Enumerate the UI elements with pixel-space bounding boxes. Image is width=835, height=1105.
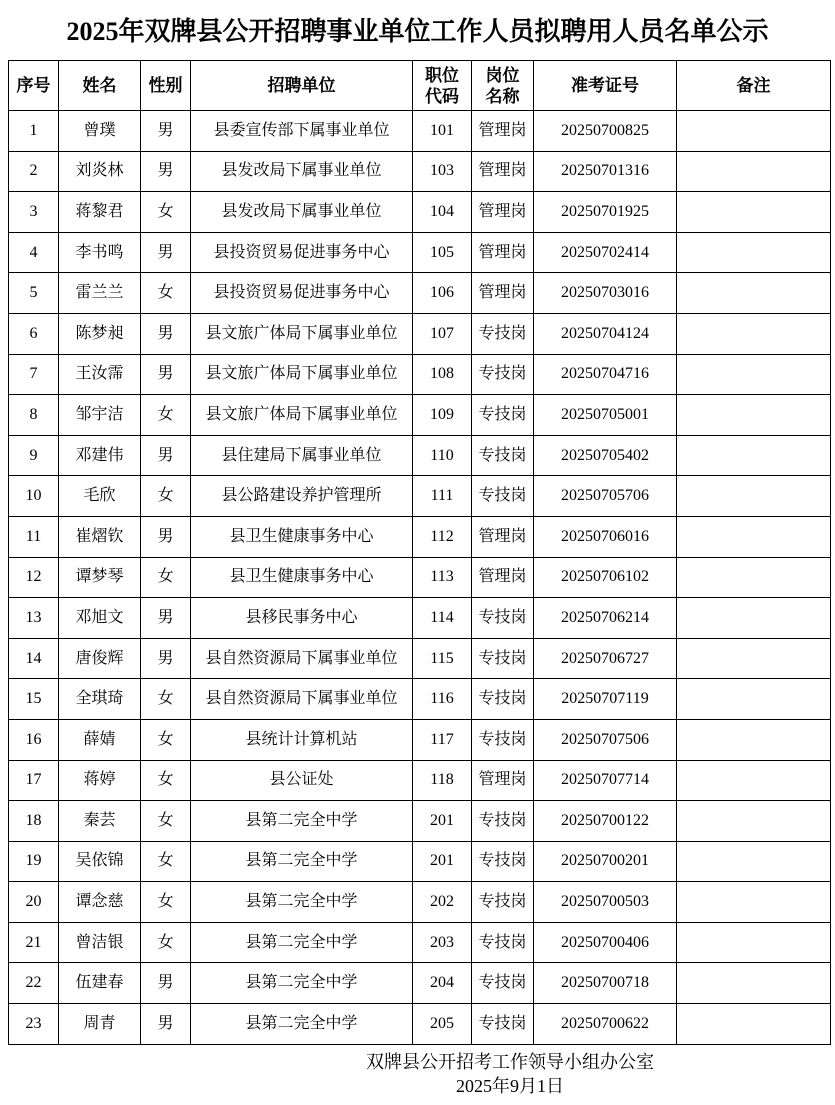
header-remark-label: 备注 bbox=[736, 76, 771, 95]
cell-remark bbox=[677, 841, 831, 882]
cell-post: 专技岗 bbox=[472, 841, 534, 882]
cell-unit: 县委宣传部下属事业单位 bbox=[191, 111, 413, 152]
cell-code: 204 bbox=[413, 963, 472, 1004]
cell-seq: 5 bbox=[9, 273, 59, 314]
cell-ticket: 20250706214 bbox=[534, 598, 677, 639]
cell-ticket: 20250700406 bbox=[534, 922, 677, 963]
cell-remark bbox=[677, 679, 831, 720]
cell-unit: 县住建局下属事业单位 bbox=[191, 435, 413, 476]
cell-code: 108 bbox=[413, 354, 472, 395]
cell-gender: 男 bbox=[141, 111, 191, 152]
cell-seq: 20 bbox=[9, 882, 59, 923]
header-ticket bbox=[534, 61, 677, 111]
table-row bbox=[9, 638, 831, 679]
header-name-label: 姓名 bbox=[82, 76, 117, 95]
cell-seq: 7 bbox=[9, 354, 59, 395]
cell-code: 112 bbox=[413, 516, 472, 557]
cell-unit: 县移民事务中心 bbox=[191, 598, 413, 639]
cell-remark bbox=[677, 354, 831, 395]
cell-seq: 1 bbox=[9, 111, 59, 152]
cell-code: 115 bbox=[413, 638, 472, 679]
cell-gender: 男 bbox=[141, 151, 191, 192]
cell-name: 毛欣 bbox=[59, 476, 141, 517]
table-row bbox=[9, 395, 831, 436]
cell-unit: 县公证处 bbox=[191, 760, 413, 801]
cell-post: 专技岗 bbox=[472, 801, 534, 842]
header-remark bbox=[677, 61, 831, 111]
cell-code: 103 bbox=[413, 151, 472, 192]
cell-gender: 女 bbox=[141, 395, 191, 436]
header-gender bbox=[141, 61, 191, 111]
cell-ticket: 20250706016 bbox=[534, 516, 677, 557]
cell-post: 专技岗 bbox=[472, 598, 534, 639]
cell-seq: 11 bbox=[9, 516, 59, 557]
cell-name: 曾璞 bbox=[59, 111, 141, 152]
table-row bbox=[9, 273, 831, 314]
cell-name: 秦芸 bbox=[59, 801, 141, 842]
cell-name: 刘炎林 bbox=[59, 151, 141, 192]
cell-unit: 县发改局下属事业单位 bbox=[191, 192, 413, 233]
cell-ticket: 20250704716 bbox=[534, 354, 677, 395]
cell-ticket: 20250703016 bbox=[534, 273, 677, 314]
cell-ticket: 20250701316 bbox=[534, 151, 677, 192]
cell-unit: 县第二完全中学 bbox=[191, 841, 413, 882]
cell-name: 曾洁银 bbox=[59, 922, 141, 963]
cell-seq: 3 bbox=[9, 192, 59, 233]
table-row bbox=[9, 151, 831, 192]
cell-ticket: 20250705402 bbox=[534, 435, 677, 476]
cell-remark bbox=[677, 111, 831, 152]
cell-seq: 15 bbox=[9, 679, 59, 720]
cell-unit: 县卫生健康事务中心 bbox=[191, 557, 413, 598]
cell-remark bbox=[677, 882, 831, 923]
cell-gender: 男 bbox=[141, 638, 191, 679]
cell-gender: 女 bbox=[141, 841, 191, 882]
cell-unit: 县投资贸易促进事务中心 bbox=[191, 232, 413, 273]
cell-name: 邓旭文 bbox=[59, 598, 141, 639]
cell-remark bbox=[677, 151, 831, 192]
cell-seq: 14 bbox=[9, 638, 59, 679]
cell-gender: 男 bbox=[141, 1004, 191, 1045]
cell-code: 109 bbox=[413, 395, 472, 436]
cell-gender: 女 bbox=[141, 719, 191, 760]
cell-post: 专技岗 bbox=[472, 922, 534, 963]
cell-remark bbox=[677, 801, 831, 842]
table-body bbox=[9, 111, 831, 1045]
cell-remark bbox=[677, 1004, 831, 1045]
cell-code: 107 bbox=[413, 313, 472, 354]
cell-name: 唐俊辉 bbox=[59, 638, 141, 679]
table-row bbox=[9, 760, 831, 801]
cell-name: 陈梦昶 bbox=[59, 313, 141, 354]
table-row bbox=[9, 963, 831, 1004]
cell-remark bbox=[677, 760, 831, 801]
cell-unit: 县自然资源局下属事业单位 bbox=[191, 638, 413, 679]
cell-remark bbox=[677, 719, 831, 760]
header-name bbox=[59, 61, 141, 111]
cell-name: 雷兰兰 bbox=[59, 273, 141, 314]
cell-name: 蒋黎君 bbox=[59, 192, 141, 233]
header-row bbox=[9, 61, 831, 111]
cell-unit: 县第二完全中学 bbox=[191, 801, 413, 842]
cell-post: 专技岗 bbox=[472, 395, 534, 436]
table-row bbox=[9, 476, 831, 517]
cell-remark bbox=[677, 922, 831, 963]
cell-ticket: 20250700122 bbox=[534, 801, 677, 842]
cell-code: 111 bbox=[413, 476, 472, 517]
cell-seq: 12 bbox=[9, 557, 59, 598]
header-post-label: 岗位 bbox=[485, 65, 520, 85]
cell-unit: 县第二完全中学 bbox=[191, 882, 413, 923]
table-row bbox=[9, 557, 831, 598]
table-row bbox=[9, 598, 831, 639]
cell-remark bbox=[677, 395, 831, 436]
cell-ticket: 20250701925 bbox=[534, 192, 677, 233]
cell-seq: 8 bbox=[9, 395, 59, 436]
cell-gender: 女 bbox=[141, 557, 191, 598]
cell-remark bbox=[677, 476, 831, 517]
cell-post: 专技岗 bbox=[472, 638, 534, 679]
cell-gender: 女 bbox=[141, 273, 191, 314]
cell-name: 邓建伟 bbox=[59, 435, 141, 476]
cell-name: 蒋婷 bbox=[59, 760, 141, 801]
cell-post: 专技岗 bbox=[472, 719, 534, 760]
cell-ticket: 20250700825 bbox=[534, 111, 677, 152]
cell-code: 106 bbox=[413, 273, 472, 314]
cell-gender: 男 bbox=[141, 516, 191, 557]
table-header bbox=[9, 61, 831, 111]
cell-unit: 县文旅广体局下属事业单位 bbox=[191, 313, 413, 354]
cell-remark bbox=[677, 192, 831, 233]
table-row bbox=[9, 435, 831, 476]
cell-ticket: 20250707714 bbox=[534, 760, 677, 801]
cell-post: 管理岗 bbox=[472, 557, 534, 598]
cell-name: 李书鸣 bbox=[59, 232, 141, 273]
table-row bbox=[9, 192, 831, 233]
header-code bbox=[413, 61, 472, 111]
cell-code: 113 bbox=[413, 557, 472, 598]
cell-name: 谭梦琴 bbox=[59, 557, 141, 598]
cell-seq: 10 bbox=[9, 476, 59, 517]
cell-name: 吴依锦 bbox=[59, 841, 141, 882]
cell-gender: 女 bbox=[141, 476, 191, 517]
cell-name: 王汝霈 bbox=[59, 354, 141, 395]
cell-seq: 18 bbox=[9, 801, 59, 842]
table-row bbox=[9, 922, 831, 963]
cell-gender: 女 bbox=[141, 922, 191, 963]
header-code-label: 代码 bbox=[425, 86, 459, 106]
cell-post: 专技岗 bbox=[472, 679, 534, 720]
cell-seq: 13 bbox=[9, 598, 59, 639]
cell-post: 管理岗 bbox=[472, 192, 534, 233]
header-seq bbox=[9, 61, 59, 111]
cell-ticket: 20250704124 bbox=[534, 313, 677, 354]
table-row bbox=[9, 516, 831, 557]
cell-ticket: 20250705001 bbox=[534, 395, 677, 436]
cell-post: 管理岗 bbox=[472, 516, 534, 557]
cell-ticket: 20250700503 bbox=[534, 882, 677, 923]
cell-post: 专技岗 bbox=[472, 882, 534, 923]
table-row bbox=[9, 313, 831, 354]
cell-name: 全琪琦 bbox=[59, 679, 141, 720]
cell-gender: 男 bbox=[141, 232, 191, 273]
cell-remark bbox=[677, 232, 831, 273]
cell-code: 104 bbox=[413, 192, 472, 233]
document-title: 2025年双牌县公开招聘事业单位工作人员拟聘用人员名单公示 bbox=[66, 17, 769, 46]
cell-unit: 县投资贸易促进事务中心 bbox=[191, 273, 413, 314]
cell-name: 薛婧 bbox=[59, 719, 141, 760]
cell-ticket: 20250706102 bbox=[534, 557, 677, 598]
cell-name: 邹宇洁 bbox=[59, 395, 141, 436]
cell-code: 110 bbox=[413, 435, 472, 476]
footer bbox=[300, 1050, 720, 1098]
cell-name: 周青 bbox=[59, 1004, 141, 1045]
cell-ticket: 20250700718 bbox=[534, 963, 677, 1004]
cell-code: 118 bbox=[413, 760, 472, 801]
table-row bbox=[9, 232, 831, 273]
cell-seq: 17 bbox=[9, 760, 59, 801]
header-unit bbox=[191, 61, 413, 111]
cell-gender: 男 bbox=[141, 598, 191, 639]
cell-ticket: 20250705706 bbox=[534, 476, 677, 517]
header-unit-label: 招聘单位 bbox=[267, 76, 336, 95]
header-seq-label: 序号 bbox=[16, 76, 51, 95]
cell-code: 201 bbox=[413, 841, 472, 882]
cell-gender: 女 bbox=[141, 801, 191, 842]
cell-unit: 县第二完全中学 bbox=[191, 963, 413, 1004]
cell-remark bbox=[677, 963, 831, 1004]
cell-code: 116 bbox=[413, 679, 472, 720]
cell-seq: 21 bbox=[9, 922, 59, 963]
cell-unit: 县文旅广体局下属事业单位 bbox=[191, 354, 413, 395]
cell-gender: 女 bbox=[141, 192, 191, 233]
cell-unit: 县第二完全中学 bbox=[191, 1004, 413, 1045]
cell-code: 105 bbox=[413, 232, 472, 273]
header-code-label: 职位 bbox=[425, 65, 459, 85]
cell-remark bbox=[677, 638, 831, 679]
table-row bbox=[9, 801, 831, 842]
cell-unit: 县发改局下属事业单位 bbox=[191, 151, 413, 192]
cell-code: 205 bbox=[413, 1004, 472, 1045]
cell-name: 谭念慈 bbox=[59, 882, 141, 923]
cell-post: 管理岗 bbox=[472, 232, 534, 273]
cell-gender: 女 bbox=[141, 760, 191, 801]
cell-post: 专技岗 bbox=[472, 963, 534, 1004]
cell-gender: 男 bbox=[141, 963, 191, 1004]
header-post bbox=[472, 61, 534, 111]
cell-gender: 女 bbox=[141, 882, 191, 923]
cell-unit: 县统计计算机站 bbox=[191, 719, 413, 760]
table-row bbox=[9, 882, 831, 923]
cell-seq: 19 bbox=[9, 841, 59, 882]
cell-remark bbox=[677, 273, 831, 314]
cell-unit: 县自然资源局下属事业单位 bbox=[191, 679, 413, 720]
cell-remark bbox=[677, 557, 831, 598]
cell-name: 崔熠钦 bbox=[59, 516, 141, 557]
cell-remark bbox=[677, 598, 831, 639]
cell-gender: 女 bbox=[141, 679, 191, 720]
cell-code: 114 bbox=[413, 598, 472, 639]
cell-gender: 男 bbox=[141, 313, 191, 354]
cell-unit: 县第二完全中学 bbox=[191, 922, 413, 963]
cell-post: 管理岗 bbox=[472, 151, 534, 192]
cell-unit: 县文旅广体局下属事业单位 bbox=[191, 395, 413, 436]
cell-gender: 男 bbox=[141, 354, 191, 395]
candidate-table bbox=[8, 60, 831, 1045]
cell-code: 203 bbox=[413, 922, 472, 963]
cell-post: 专技岗 bbox=[472, 1004, 534, 1045]
cell-remark bbox=[677, 516, 831, 557]
cell-post: 专技岗 bbox=[472, 354, 534, 395]
cell-post: 管理岗 bbox=[472, 111, 534, 152]
cell-code: 201 bbox=[413, 801, 472, 842]
cell-name: 伍建春 bbox=[59, 963, 141, 1004]
cell-post: 专技岗 bbox=[472, 313, 534, 354]
cell-ticket: 20250700201 bbox=[534, 841, 677, 882]
cell-ticket: 20250707119 bbox=[534, 679, 677, 720]
issuer-name: 双牌县公开招考工作领导小组办公室 bbox=[366, 1052, 654, 1072]
cell-seq: 6 bbox=[9, 313, 59, 354]
table-row bbox=[9, 841, 831, 882]
header-ticket-label: 准考证号 bbox=[571, 76, 639, 95]
cell-gender: 男 bbox=[141, 435, 191, 476]
cell-seq: 16 bbox=[9, 719, 59, 760]
cell-remark bbox=[677, 435, 831, 476]
cell-ticket: 20250700622 bbox=[534, 1004, 677, 1045]
cell-ticket: 20250707506 bbox=[534, 719, 677, 760]
cell-seq: 4 bbox=[9, 232, 59, 273]
table-row bbox=[9, 354, 831, 395]
cell-code: 117 bbox=[413, 719, 472, 760]
cell-seq: 9 bbox=[9, 435, 59, 476]
cell-ticket: 20250702414 bbox=[534, 232, 677, 273]
cell-post: 管理岗 bbox=[472, 273, 534, 314]
cell-code: 101 bbox=[413, 111, 472, 152]
header-gender-label: 性别 bbox=[148, 76, 183, 95]
cell-seq: 2 bbox=[9, 151, 59, 192]
cell-unit: 县卫生健康事务中心 bbox=[191, 516, 413, 557]
table-row bbox=[9, 679, 831, 720]
cell-post: 专技岗 bbox=[472, 476, 534, 517]
cell-post: 专技岗 bbox=[472, 435, 534, 476]
cell-seq: 22 bbox=[9, 963, 59, 1004]
cell-post: 管理岗 bbox=[472, 760, 534, 801]
cell-remark bbox=[677, 313, 831, 354]
cell-seq: 23 bbox=[9, 1004, 59, 1045]
issue-date: 2025年9月1日 bbox=[456, 1076, 564, 1096]
header-post-label: 名称 bbox=[485, 86, 520, 106]
table-row bbox=[9, 1004, 831, 1045]
cell-unit: 县公路建设养护管理所 bbox=[191, 476, 413, 517]
table-row bbox=[9, 719, 831, 760]
cell-ticket: 20250706727 bbox=[534, 638, 677, 679]
cell-code: 202 bbox=[413, 882, 472, 923]
table-row bbox=[9, 111, 831, 152]
